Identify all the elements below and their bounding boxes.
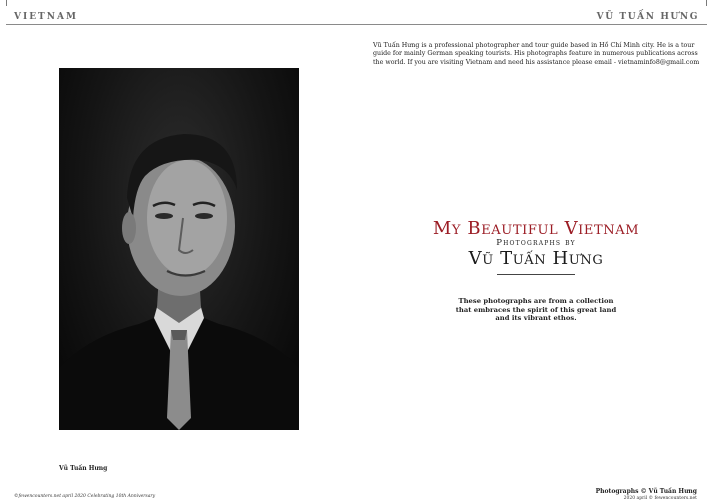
intro-blurb [436,297,636,323]
title-author-name: Vũ Tuấn Hưng [468,248,604,269]
header-author-label: VŨ TUẤN HƯNG [596,12,699,22]
main-title: My Beautiful Vietnam [432,218,640,239]
frame-mark-left [6,0,7,6]
footer-copyright: 2020 april © fewencounters.net [623,496,697,501]
author-bio: Vũ Tuấn Hưng is a professional photographer and tour guide based in Hồ Chí Minh city. He is a tour guide for mainly German speaking tourists. His photographs feature in numerous publications across the world. If you are visiting Vietnam and need his assistance please email - vietnaminfo8@gmail.com [373,42,700,66]
header-section-label: VIETNAM [14,12,78,22]
blurb-line: These photographs are from a collection [458,297,614,305]
portrait-photo [59,68,299,430]
footer-photo-credit: Photographs © Vũ Tuấn Hưng [595,488,697,495]
frame-mark-right [706,0,707,6]
title-rule [497,274,575,275]
portrait-caption: Vũ Tuấn Hưng [59,465,108,472]
title-block [400,219,672,275]
header-rule [6,24,707,25]
blurb-line: that embraces the spirit of this great land [455,305,617,314]
title-subtitle: Photographs by [496,238,576,248]
blurb-line: and its vibrant ethos. [495,314,577,323]
footer-left-credit: ©fewencounters.net april 2020 Celebrating 10th Anniversary [14,494,156,499]
portrait-illustration [59,68,299,430]
